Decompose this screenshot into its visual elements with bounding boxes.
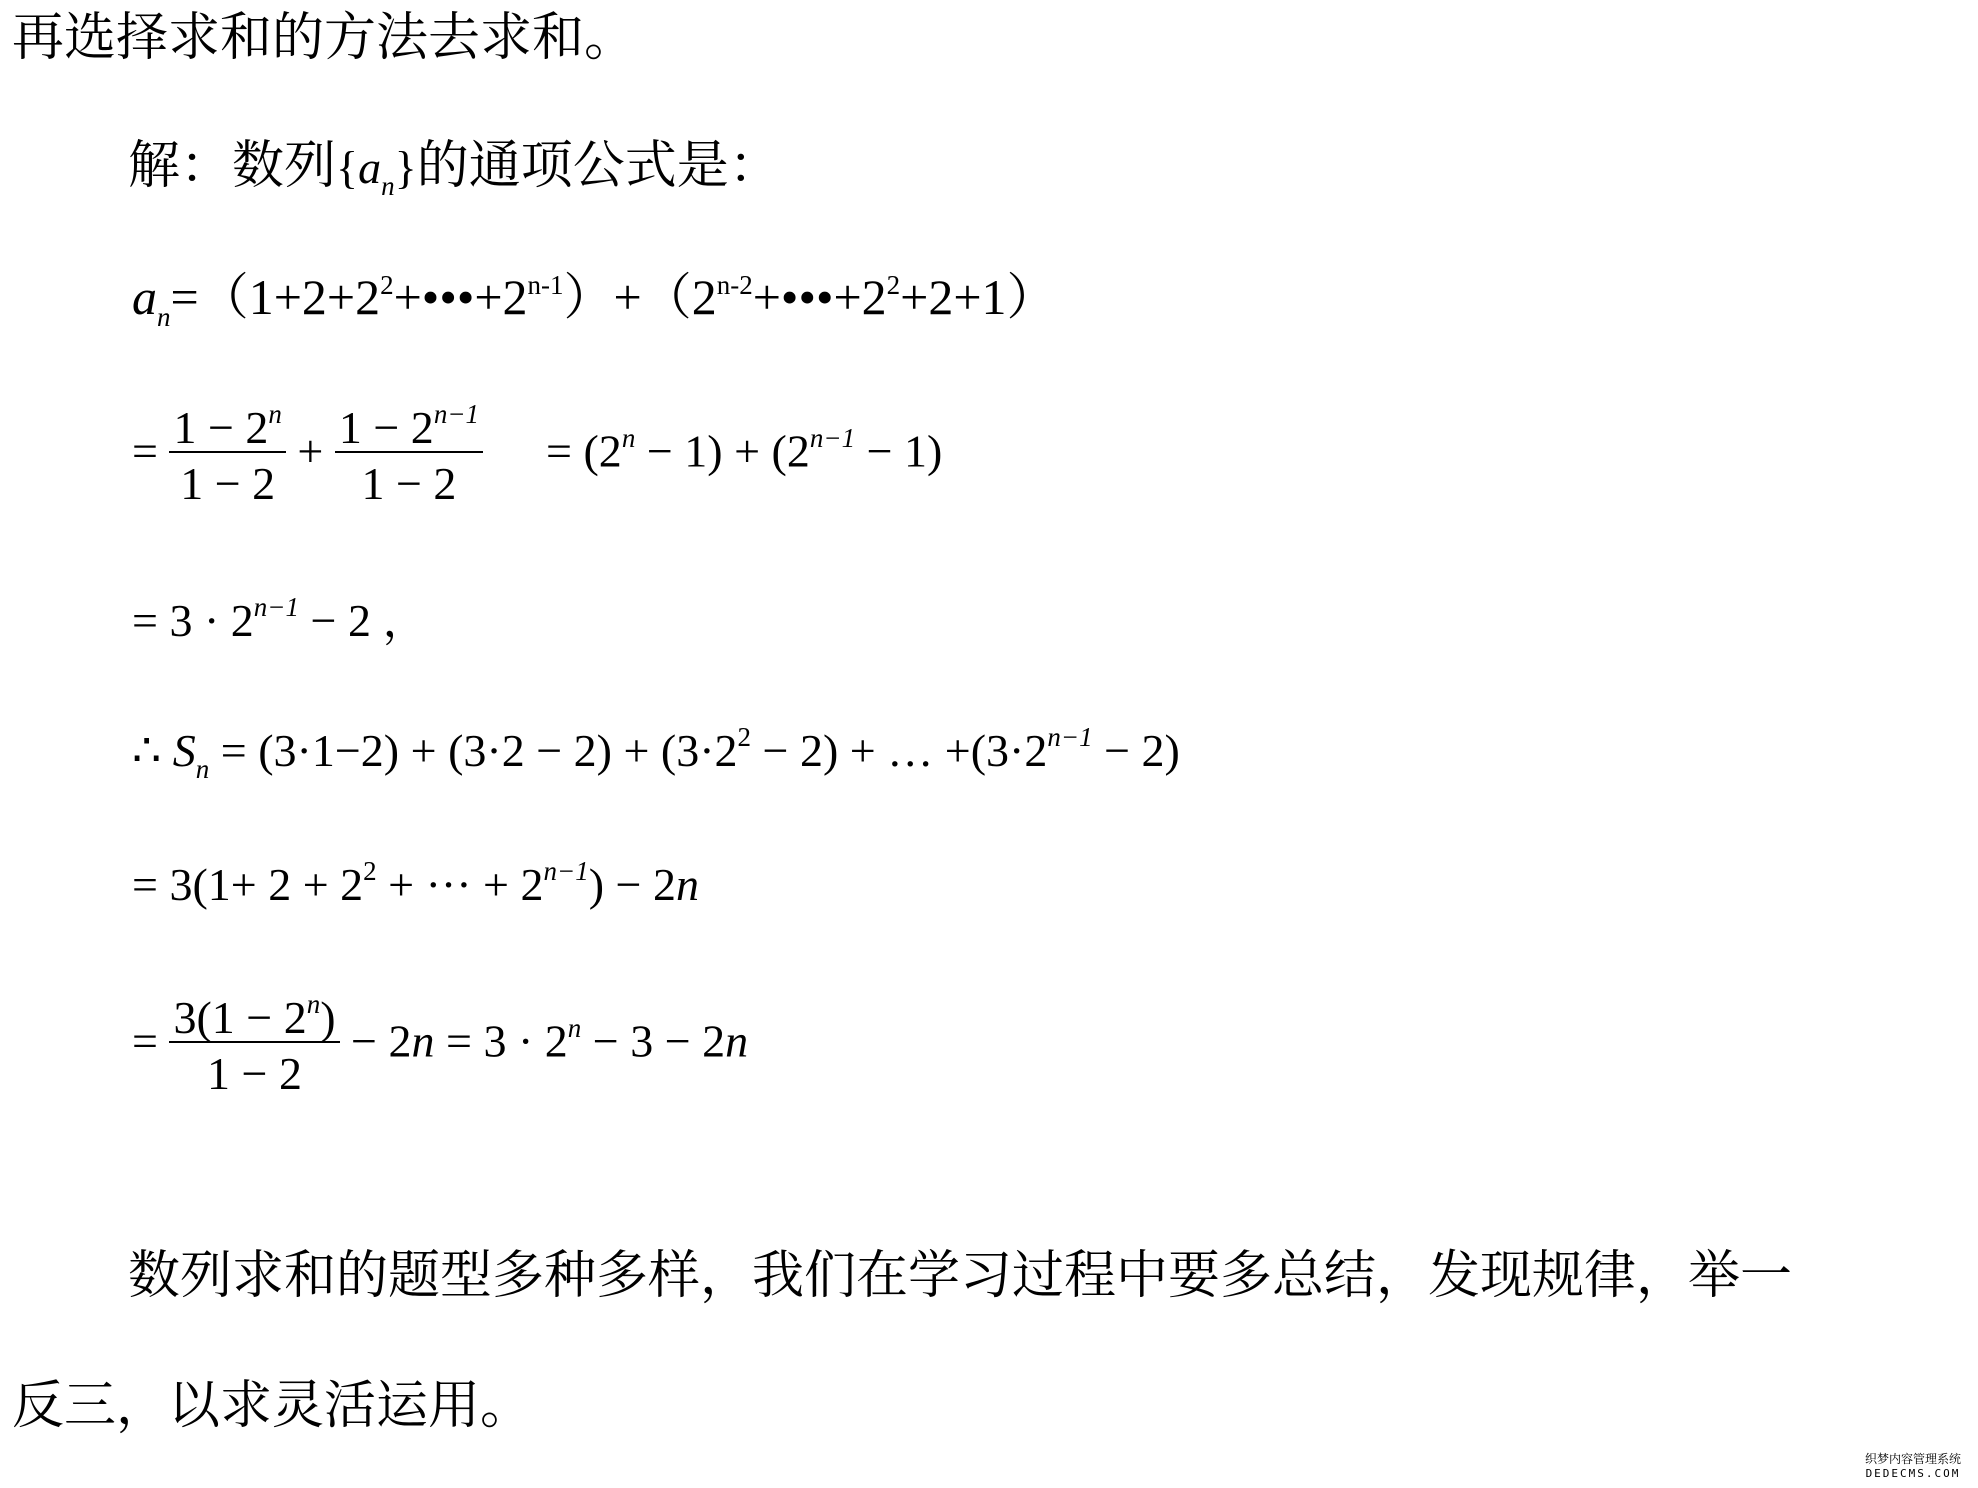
equation-fractions: = $\frac{1 - 2^n}{1 - 2}$ + $\frac{1 - 2^{n-1}}{1 - 2}$ = $(2^n - 1) + (2^{n-1} - 1)$: [132, 399, 943, 509]
text-line-1: 再选择求和的方法去求和。: [12, 8, 637, 68]
fraction-3: $\frac{3(1 - 2^n)}{1 - 2}$: [169, 995, 339, 1097]
text-line-9: 数列求和的题型多种多样，我们在学习过程中要多总结，发现规律，举一: [128, 1246, 1793, 1306]
line-2-suffix: 的通项公式是：: [416, 136, 781, 196]
text-line-2: [128, 136, 781, 201]
text-line-10: 反三，以求灵活运用。: [12, 1376, 533, 1436]
line-2-prefix: 解：数列: [128, 136, 337, 196]
equation-simplified-term: = $3 \cdot 2^{n-1} - 2$ ，: [132, 592, 429, 646]
sequence-set-notation: $\{a_n\}$: [336, 142, 417, 201]
equation-sum-result: = $\frac{3(1 - 2^n)}{1 - 2}$ − $2n = 3 \cdot 2^n - 3 - 2n$: [132, 989, 749, 1099]
equation-sum-expansion: ∴ $S_n = (3\cdot 1-2) + (3\cdot 2 - 2) + (3\cdot 2^2 - 2)$ + … $+(3\cdot 2^{n-1} - 2)$: [132, 722, 1180, 784]
equation-sum-grouped: = $3(1+ 2 + 2^2$ + ··· + $2^{n-1}) - 2n$: [132, 856, 699, 910]
fraction-2: $\frac{1 - 2^{n-1}}{1 - 2}$: [335, 405, 483, 507]
fraction-1: $\frac{1 - 2^n}{1 - 2}$: [169, 405, 285, 507]
equation-general-term: $a_n=(1+2+2^2+•••+2^{n-1})+(2^{n-2}+•••+2^2+2+1)$: [132, 269, 1057, 332]
watermark-logo: 织梦内容管理系统 DEDECMS.COM: [1864, 1452, 1961, 1480]
